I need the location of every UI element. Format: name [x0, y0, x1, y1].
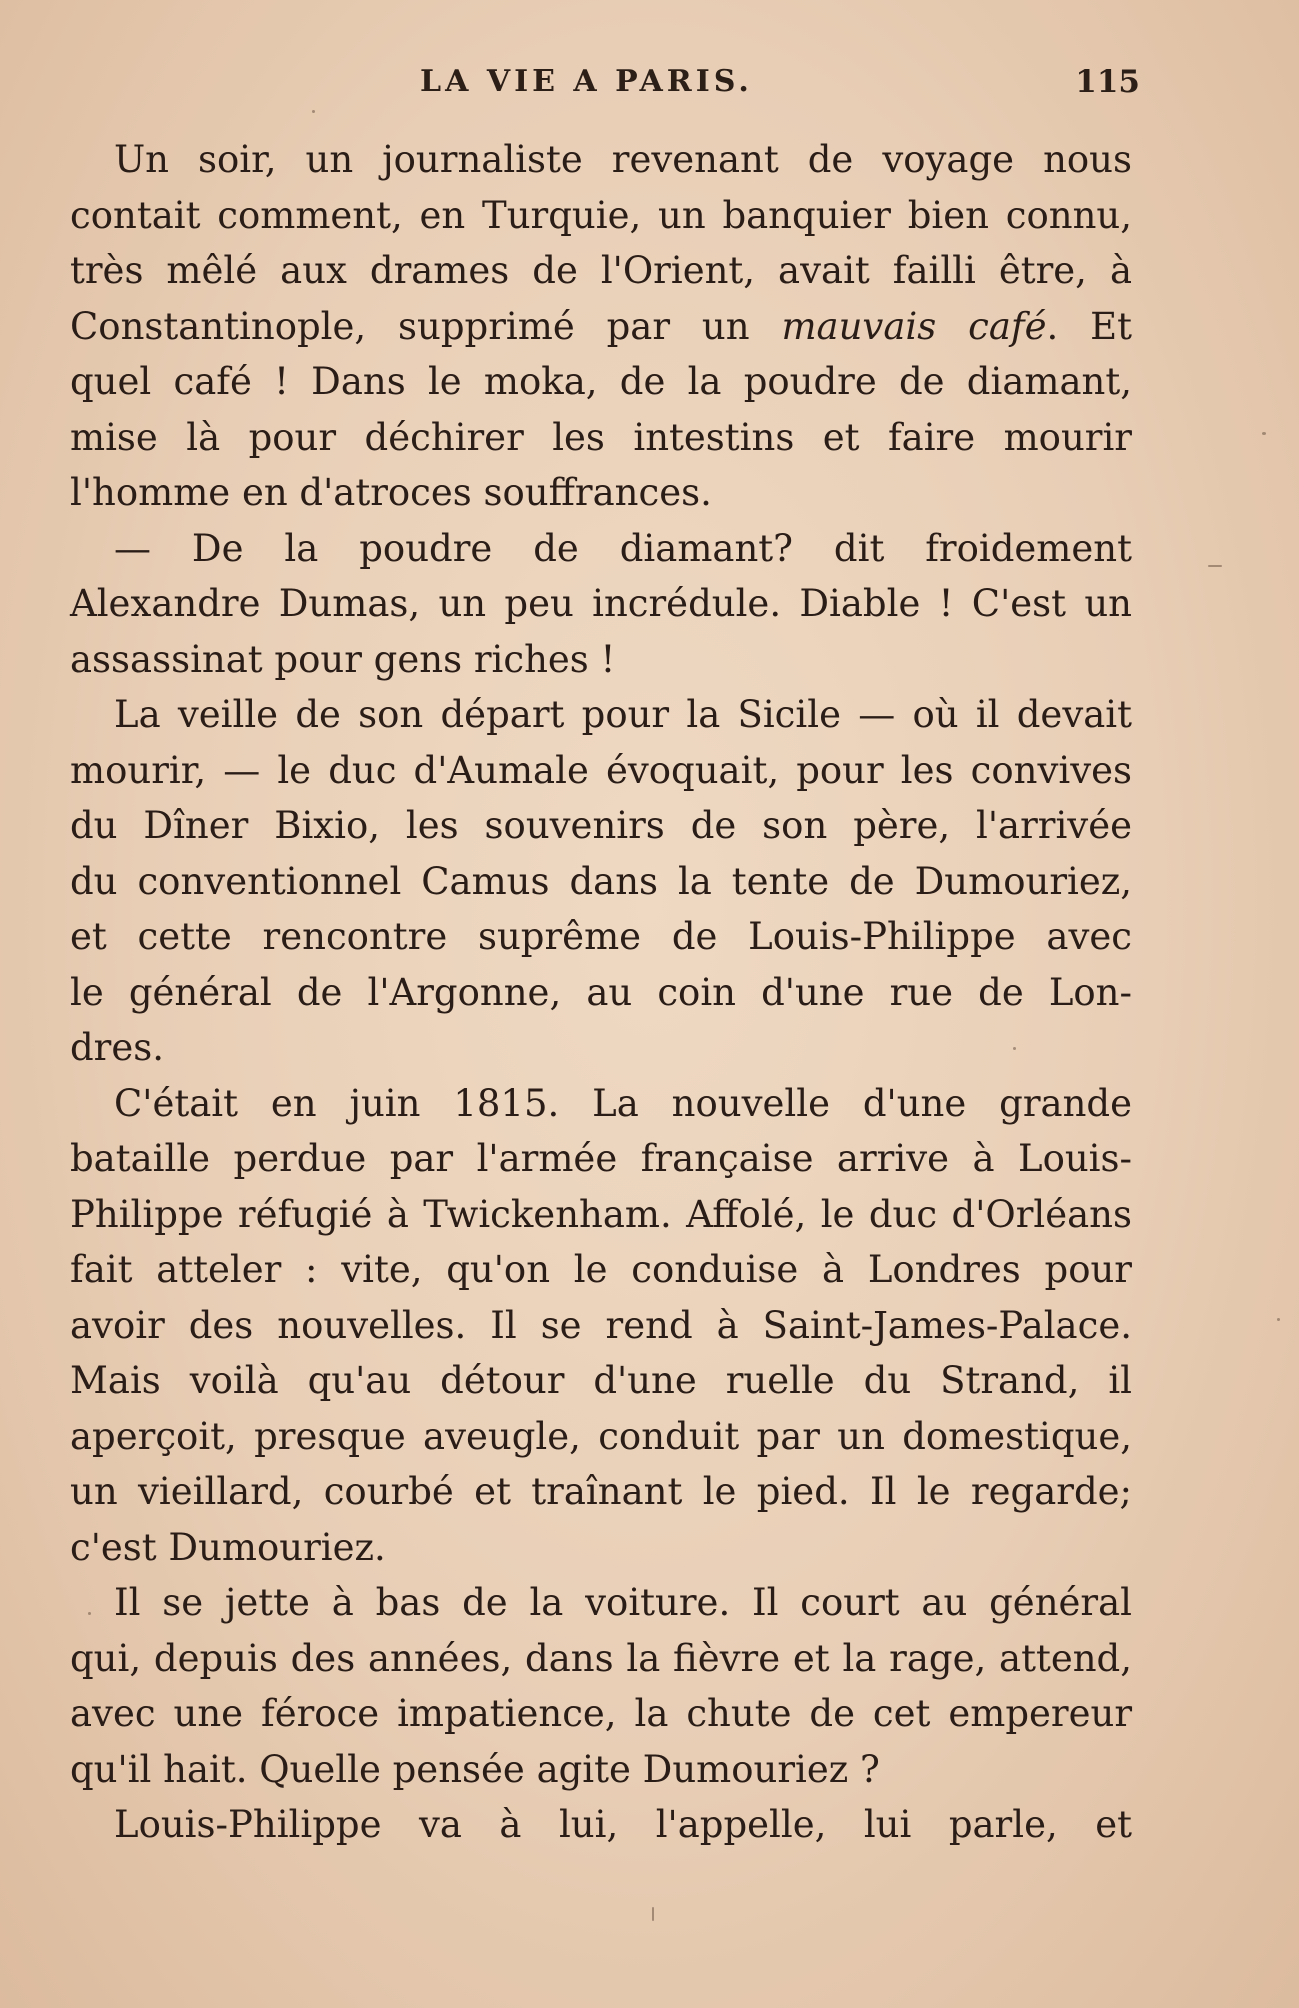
running-head	[70, 64, 1140, 104]
text-line: Un soir, un journaliste revenant de voyage nous	[114, 138, 1132, 181]
text-line: qu'il hait. Quelle pensée agite Dumouriez ?	[70, 1747, 880, 1791]
text-line: avec une féroce impatience, la chute de cet empereur	[70, 1692, 1132, 1735]
paper-speck	[1208, 565, 1222, 567]
text-line: avoir des nouvelles. Il se rend à Saint-James-Palace.	[70, 1303, 1132, 1347]
text-fragment: Constantinople, supprimé par un	[70, 304, 782, 348]
text-line	[70, 299, 1132, 355]
paper-speck	[1013, 1047, 1016, 1050]
text-line: aperçoit, presque aveugle, conduit par un domestique,	[70, 1414, 1132, 1458]
text-line: Mais voilà qu'au détour d'une ruelle du Strand, il	[70, 1359, 1132, 1402]
text-line: mise là pour déchirer les intestins et faire mourir	[70, 415, 1132, 459]
text-line: bataille perdue par l'armée française arrive à Louis-	[70, 1137, 1132, 1180]
text-line: C'était en juin 1815. La nouvelle d'une grande	[114, 1081, 1132, 1125]
text-line: Louis-Philippe va à lui, l'appelle, lui parle, et	[114, 1803, 1132, 1846]
text-line: c'est Dumouriez.	[70, 1525, 386, 1569]
text-line: un vieillard, courbé et traînant le pied. Il le regarde;	[70, 1470, 1132, 1513]
text-line: — De la poudre de diamant? dit froidement	[114, 526, 1132, 570]
paper-speck	[1277, 1318, 1280, 1321]
paper-speck	[652, 1907, 654, 1921]
text-line: le général de l'Argonne, au coin d'une rue de Lon-	[70, 970, 1132, 1014]
text-line: fait atteler : vite, qu'on le conduise à Londres pour	[70, 1248, 1132, 1291]
text-line: assassinat pour gens riches !	[70, 637, 616, 681]
paper-speck	[312, 110, 315, 113]
page-number: 115	[1075, 64, 1140, 100]
text-line: très mêlé aux drames de l'Orient, avait failli être, à	[70, 249, 1132, 292]
text-line: Philippe réfugié à Twickenham. Affolé, le duc d'Orléans	[70, 1192, 1132, 1236]
paper-speck	[1262, 432, 1266, 435]
text-line: mourir, — le duc d'Aumale évoquait, pour les convives	[70, 748, 1132, 792]
body-text	[70, 132, 1132, 1853]
text-line: l'homme en d'atroces souffrances.	[70, 471, 712, 514]
text-line: du conventionnel Camus dans la tente de Dumouriez,	[70, 859, 1132, 903]
text-line: Il se jette à bas de la voiture. Il court au général	[114, 1581, 1132, 1624]
text-line: du Dîner Bixio, les souvenirs de son père, l'arrivée	[70, 804, 1132, 847]
text-fragment: . Et	[1046, 304, 1132, 348]
text-line: Alexandre Dumas, un peu incrédule. Diable ! C'est un	[70, 582, 1132, 625]
text-line: qui, depuis des années, dans la fièvre et la rage, attend,	[70, 1636, 1132, 1680]
text-line: quel café ! Dans le moka, de la poudre de diamant,	[70, 360, 1132, 403]
running-title: LA VIE A PARIS.	[420, 64, 753, 99]
text-line: et cette rencontre suprême de Louis-Philippe avec	[70, 915, 1132, 958]
italic-phrase: mauvais café	[781, 304, 1047, 348]
text-line: contait comment, en Turquie, un banquier bien connu,	[70, 193, 1132, 237]
paper-speck	[88, 1612, 91, 1615]
text-line: dres.	[70, 1026, 165, 1069]
text-line: La veille de son départ pour la Sicile — où il devait	[114, 693, 1132, 736]
